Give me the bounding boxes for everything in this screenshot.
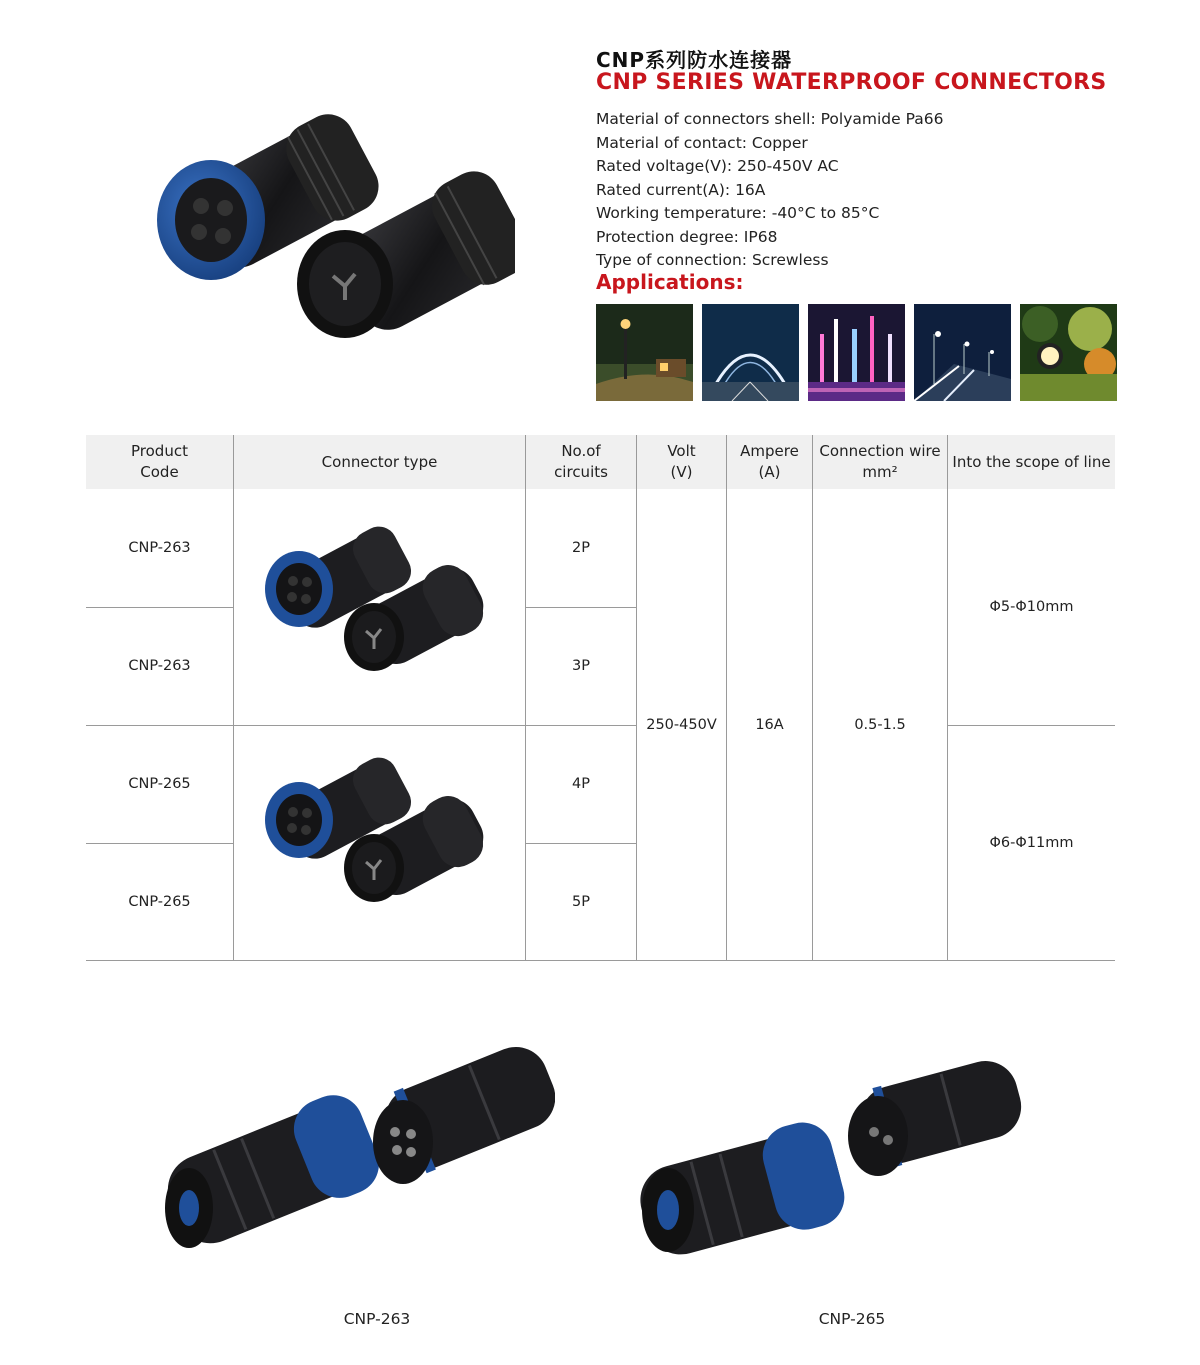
spec-contact-material: Material of contact: Copper (596, 133, 808, 152)
caption-cnp-263: CNP-263 (343, 1310, 411, 1328)
circuits-cell: 2P (572, 540, 590, 556)
header-ampere-text: Ampere (A) (740, 442, 799, 481)
product-code-cell: CNP-265 (128, 776, 191, 792)
spec-table (86, 435, 1115, 961)
header-wire-text: Connection wire mm² (819, 442, 941, 481)
caption-cnp-265: CNP-265 (818, 1310, 886, 1328)
spec-rated-voltage: Rated voltage(V): 250-450V AC (596, 157, 839, 175)
table-divider (86, 960, 1115, 961)
header-scope-text: Into the scope of line (952, 452, 1111, 471)
table-divider (526, 725, 636, 726)
spec-shell-material: Material of connectors shell: Polyamide Pa66 (596, 110, 944, 128)
app-image-highway (914, 304, 1011, 401)
table-divider (947, 435, 948, 961)
header-scope (948, 435, 1115, 489)
header-circuits (526, 435, 636, 489)
header-type-text: Connector type (321, 452, 438, 471)
table-divider (636, 435, 637, 961)
table-divider (726, 435, 727, 961)
table-divider (525, 435, 526, 961)
connector-image-cnp-263 (264, 519, 494, 679)
applications-gallery (596, 304, 1117, 401)
product-code-cell: CNP-265 (128, 894, 191, 910)
table-divider (526, 843, 636, 844)
page-title-en: CNP SERIES WATERPROOF CONNECTORS (596, 70, 1107, 95)
spec-protection-degree: Protection degree: IP68 (596, 227, 778, 246)
product-code-cell: CNP-263 (128, 540, 191, 556)
header-code (86, 435, 233, 489)
wire-cell: 0.5-1.5 (854, 717, 906, 733)
product-photo-cnp-265 (630, 1040, 1030, 1260)
volt-cell: 250-450V (646, 717, 717, 733)
header-volt-text: Volt (V) (667, 442, 696, 481)
spec-list (596, 108, 943, 273)
page-title-cn: CNP系列防水连接器 (596, 48, 793, 72)
app-image-street-light (596, 304, 693, 401)
app-image-garden-spotlight (1020, 304, 1117, 401)
table-divider (526, 607, 636, 608)
table-divider (86, 607, 233, 608)
spec-connection-type: Type of connection: Screwless (596, 251, 829, 269)
product-code-cell: CNP-263 (128, 658, 191, 674)
connector-image-cnp-265 (264, 750, 494, 910)
circuits-cell: 5P (572, 894, 590, 910)
circuits-cell: 3P (572, 658, 590, 674)
applications-title: Applications: (596, 270, 744, 294)
spec-working-temperature: Working temperature: -40°C to 85°C (596, 204, 880, 222)
table-divider (233, 435, 234, 961)
circuits-cell: 4P (572, 776, 590, 792)
app-image-tunnel (702, 304, 799, 401)
table-divider (86, 843, 233, 844)
scope-cell: Φ6-Φ11mm (989, 835, 1074, 851)
app-image-fountain (808, 304, 905, 401)
header-type (234, 435, 525, 489)
header-wire (813, 435, 947, 489)
table-divider (86, 725, 525, 726)
spec-rated-current: Rated current(A): 16A (596, 180, 766, 199)
table-divider (812, 435, 813, 961)
header-ampere (727, 435, 812, 489)
ampere-cell: 16A (755, 717, 784, 733)
header-volt (637, 435, 726, 489)
table-divider (948, 725, 1115, 726)
product-photo-cnp-263 (155, 1030, 555, 1260)
header-circuits-text: No.of circuits (554, 442, 608, 481)
header-code-text: Product Code (131, 442, 188, 481)
scope-cell: Φ5-Φ10mm (989, 599, 1074, 615)
hero-connector-image (155, 88, 515, 358)
